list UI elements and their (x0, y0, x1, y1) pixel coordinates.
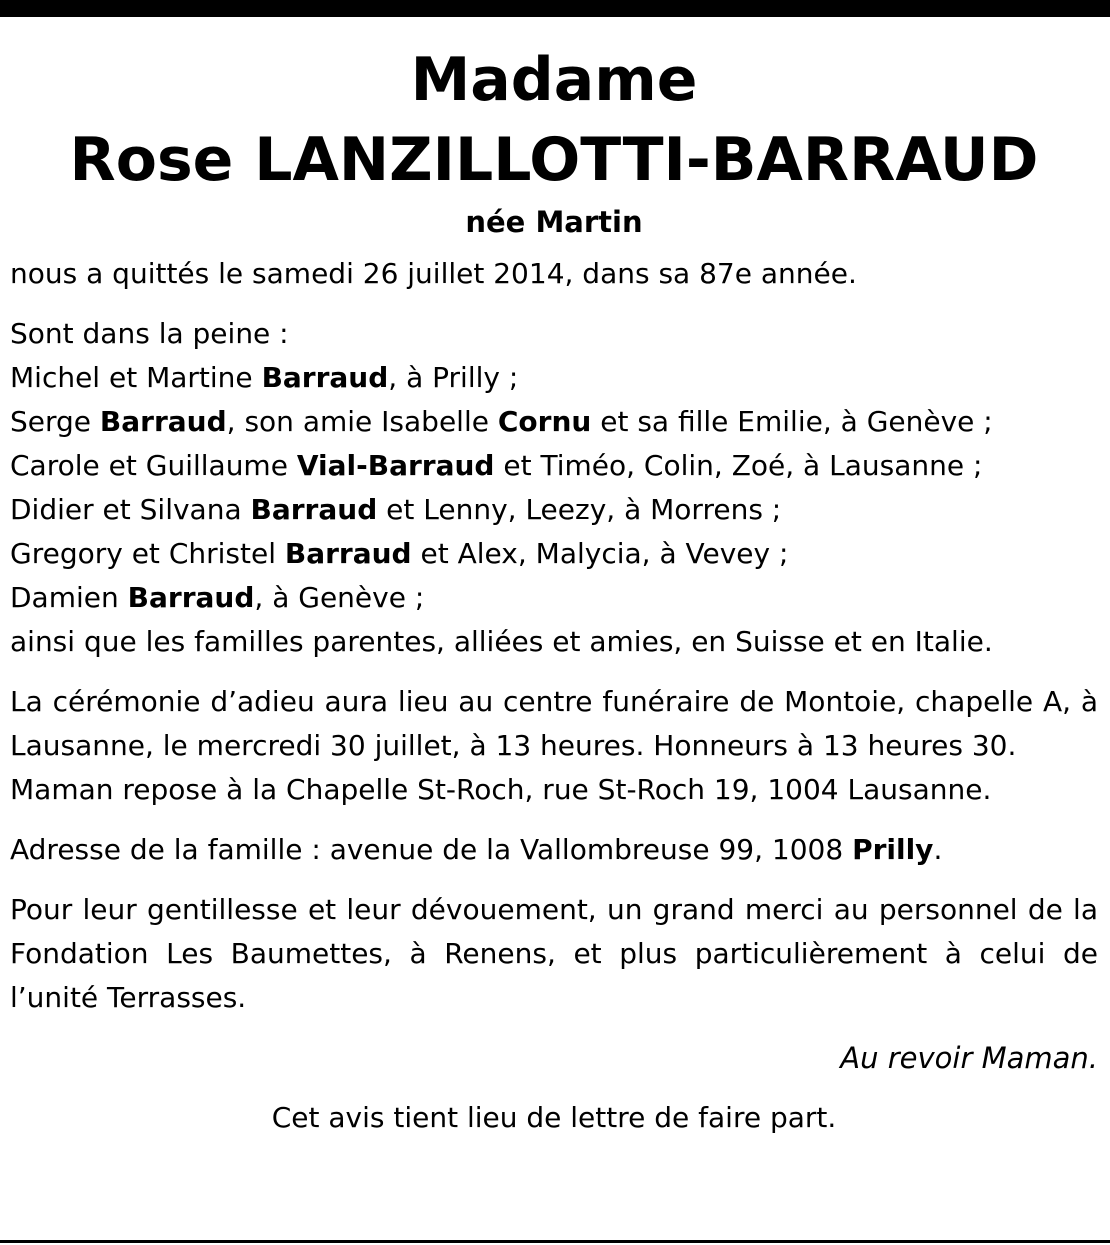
family-name: Barraud (127, 581, 255, 614)
repose-location: Maman repose à la Chapelle St-Roch, rue St-Roch 19, 1004 Lausanne. (10, 773, 992, 806)
footer-note: Cet avis tient lieu de lettre de faire part. (271, 1101, 837, 1134)
mourner-line: Serge Barraud, son amie Isabelle Cornu et sa fille Emilie, à Genève ; (10, 405, 993, 438)
family-name: Vial-Barraud (296, 449, 495, 482)
family-name: Barraud (261, 361, 389, 394)
death-announcement: nous a quittés le samedi 26 juillet 2014, dans sa 87e année. (10, 257, 857, 290)
mourner-line: Carole et Guillaume Vial-Barraud et Timéo, Colin, Zoé, à Lausanne ; (10, 449, 983, 482)
mourners-intro: Sont dans la peine : (10, 317, 289, 350)
mourner-line: Gregory et Christel Barraud et Alex, Malycia, à Vevey ; (10, 537, 789, 570)
family-name: Barraud (250, 493, 378, 526)
mourners-outro: ainsi que les familles parentes, alliées et amies, en Suisse et en Italie. (10, 625, 993, 658)
mourners-list (10, 312, 1098, 664)
mourner-line: Damien Barraud, à Genève ; (10, 581, 425, 614)
top-border-rule (0, 0, 1110, 17)
mourner-line: Didier et Silvana Barraud et Lenny, Leezy, à Morrens ; (10, 493, 782, 526)
honorific-title: Madame (410, 45, 698, 115)
obituary-notice (10, 40, 1098, 1140)
family-name: Barraud (99, 405, 227, 438)
mourner-line: Michel et Martine Barraud, à Prilly ; (10, 361, 519, 394)
address-town: Prilly (852, 833, 934, 866)
deceased-name: Rose LANZILLOTTI-BARRAUD (69, 125, 1039, 195)
family-address: Adresse de la famille : avenue de la Vallombreuse 99, 1008 Prilly. (10, 833, 943, 866)
thanks-message: Pour leur gentillesse et leur dévouement, un grand merci au personnel de la Fondation Les Baumettes, à Renens, et plus particulièrement à celui de l’unité Terrasses. (10, 893, 1098, 1014)
birth-name: née Martin (465, 205, 643, 239)
ceremony-details: La cérémonie d’adieu aura lieu au centre funéraire de Montoie, chapelle A, à Lausanne, le mercredi 30 juillet, à 13 heures. Honneurs à 13 heures 30. (10, 685, 1098, 762)
bottom-border-rule (0, 1240, 1110, 1243)
family-name: Cornu (497, 405, 592, 438)
closing-farewell: Au revoir Maman. (840, 1041, 1098, 1075)
family-name: Barraud (284, 537, 412, 570)
